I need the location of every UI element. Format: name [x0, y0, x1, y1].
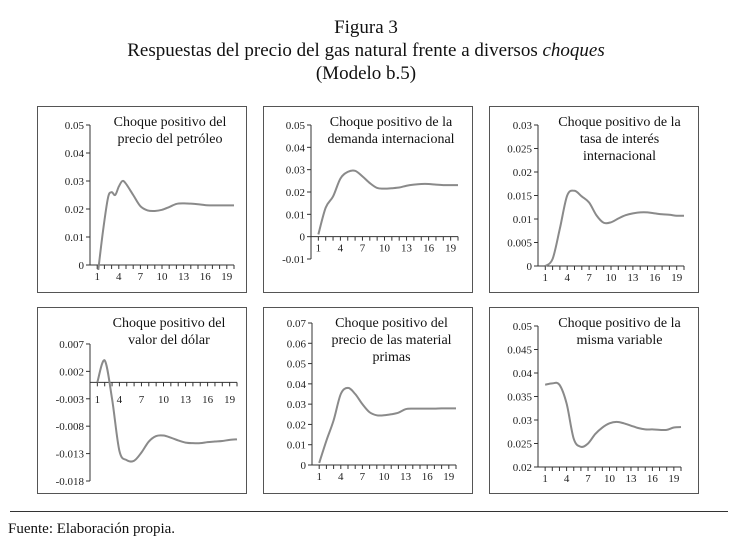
x-tick-label: 1	[542, 473, 548, 485]
x-tick-label: 1	[94, 393, 101, 406]
y-tick-label: 0.03	[64, 176, 84, 188]
panel-title-line: precio del petróleo	[117, 132, 223, 147]
y-tick-label: 0.01	[286, 439, 306, 452]
y-tick-label: 0.01	[64, 232, 84, 244]
y-tick-label: 0.02	[512, 462, 532, 474]
y-tick-label: 0.03	[286, 399, 306, 412]
panel-title-line: Choque positivo de la	[558, 115, 681, 130]
y-tick-label: 0	[78, 260, 84, 272]
y-tick-label: 0.05	[286, 358, 306, 371]
x-tick-label: 10	[158, 393, 169, 406]
panel-title-line: valor del dólar	[128, 333, 210, 348]
y-tick-label: 0.045	[507, 344, 532, 357]
y-tick-label: 0.02	[285, 187, 305, 199]
y-tick-label: 0.05	[64, 120, 84, 132]
y-tick-label: 0.002	[59, 366, 84, 379]
x-tick-label: 10	[156, 271, 168, 283]
x-tick-label: 13	[401, 242, 413, 255]
figure-header	[0, 16, 732, 85]
y-tick-label: 0.03	[285, 164, 305, 177]
panel-title-line: Choque positivo del	[335, 316, 448, 331]
chart-panel-same-variable	[489, 307, 699, 494]
series-line	[97, 181, 234, 279]
series-line	[545, 191, 684, 266]
x-tick-label: 1	[94, 271, 100, 283]
y-tick-label: 0.05	[285, 120, 305, 132]
chart-panel-dollar-value	[37, 307, 247, 494]
y-tick-label: 0.02	[64, 204, 84, 216]
x-tick-label: 19	[443, 471, 455, 483]
x-tick-label: 7	[359, 471, 366, 483]
x-tick-label: 16	[649, 272, 661, 284]
x-tick-label: 16	[421, 471, 433, 483]
y-tick-label: 0.04	[512, 368, 532, 380]
x-tick-label: 7	[585, 473, 591, 485]
x-tick-label: 1	[315, 242, 322, 255]
y-tick-label: 0.02	[286, 419, 306, 432]
x-tick-label: 4	[337, 242, 344, 255]
chart-svg	[490, 107, 700, 294]
panel-title-line: tasa de interés	[579, 132, 660, 147]
x-tick-label: 16	[199, 271, 211, 283]
panel-title-line: precio de las material	[331, 333, 452, 348]
y-tick-label: -0.008	[55, 421, 84, 434]
chart-svg	[264, 308, 474, 495]
y-tick-label: 0.04	[64, 148, 84, 160]
footer-rule	[10, 511, 728, 512]
x-tick-label: 4	[116, 271, 122, 283]
y-tick-label: -0.003	[55, 393, 84, 406]
x-tick-label: 19	[668, 473, 680, 485]
x-tick-label: 4	[563, 473, 570, 485]
y-tick-label: 0.005	[507, 237, 532, 250]
y-tick-label: 0	[299, 231, 305, 244]
chart-svg	[38, 107, 248, 294]
y-tick-label: -0.013	[55, 448, 84, 461]
x-tick-label: 10	[379, 242, 390, 255]
chart-svg	[490, 308, 700, 495]
panel-title-line: internacional	[582, 149, 657, 164]
y-tick-label: 0.03	[512, 415, 532, 427]
chart-panel-raw-materials	[263, 307, 473, 494]
panel-title-line: primas	[372, 350, 411, 365]
chart-svg	[264, 107, 474, 294]
y-tick-label: -0.018	[55, 476, 84, 488]
y-tick-label: -0.01	[282, 254, 305, 266]
y-tick-label: 0	[300, 460, 306, 472]
panel-title-line: Choque positivo del	[113, 115, 227, 130]
x-tick-label: 19	[221, 271, 233, 283]
chart-panel-international-demand	[263, 106, 473, 293]
x-tick-label: 10	[604, 473, 615, 485]
figure-subtitle-main: Respuestas del precio del gas natural frente a diversos	[127, 40, 543, 61]
series-line	[94, 360, 237, 461]
series-line	[545, 383, 681, 447]
y-tick-label: 0.07	[286, 318, 306, 330]
y-tick-label: 0.02	[512, 167, 532, 179]
figure-model: (Modelo b.5)	[315, 63, 417, 84]
figure-title: Figura 3	[334, 17, 398, 38]
x-tick-label: 13	[400, 471, 412, 483]
x-tick-label: 16	[646, 473, 658, 485]
figure-subtitle-italic: choques	[542, 40, 605, 61]
x-tick-label: 16	[423, 242, 435, 255]
y-tick-label: 0.01	[285, 209, 305, 222]
panel-title-line: Choque positivo de la	[329, 115, 453, 130]
y-tick-label: 0	[526, 261, 532, 273]
x-tick-label: 7	[138, 393, 145, 406]
y-tick-label: 0.06	[286, 338, 306, 351]
y-tick-label: 0.007	[59, 338, 84, 351]
panel-title-line: demanda internacional	[327, 132, 455, 147]
x-tick-label: 13	[180, 393, 192, 406]
x-tick-label: 10	[378, 471, 390, 483]
panel-title-line: Choque positivo de la	[558, 316, 681, 331]
x-tick-label: 13	[178, 271, 190, 283]
x-tick-label: 16	[202, 393, 214, 406]
chart-panel-interest-rate	[489, 106, 699, 293]
y-tick-label: 0.01	[512, 214, 532, 226]
x-tick-label: 4	[338, 471, 344, 483]
y-tick-label: 0.035	[507, 391, 532, 404]
y-tick-label: 0.015	[507, 190, 532, 203]
x-tick-label: 7	[586, 272, 592, 284]
chart-panel-oil-price	[37, 106, 247, 293]
panel-title-line: Choque positivo del	[112, 316, 226, 331]
y-tick-label: 0.025	[507, 438, 532, 451]
x-tick-label: 4	[564, 272, 570, 284]
y-tick-label: 0.03	[512, 120, 532, 132]
y-tick-label: 0.05	[512, 321, 532, 333]
x-tick-label: 1	[542, 272, 549, 284]
x-tick-label: 4	[116, 393, 123, 406]
x-tick-label: 19	[445, 242, 457, 255]
x-tick-label: 13	[625, 473, 637, 485]
panel-title-line: misma variable	[576, 333, 663, 348]
figure-subtitle	[0, 39, 732, 62]
x-tick-label: 1	[316, 471, 322, 483]
y-tick-label: 0.025	[507, 143, 532, 156]
x-tick-label: 10	[605, 272, 617, 284]
chart-svg	[38, 308, 248, 495]
y-tick-label: 0.04	[286, 378, 306, 391]
x-tick-label: 7	[137, 271, 144, 283]
x-tick-label: 19	[224, 393, 236, 406]
x-tick-label: 7	[359, 242, 366, 255]
source-note: Fuente: Elaboración propia.	[8, 521, 176, 537]
series-line	[318, 170, 458, 234]
y-tick-label: 0.04	[285, 142, 305, 155]
x-tick-label: 13	[627, 272, 639, 284]
x-tick-label: 19	[671, 272, 683, 284]
series-line	[319, 388, 456, 463]
